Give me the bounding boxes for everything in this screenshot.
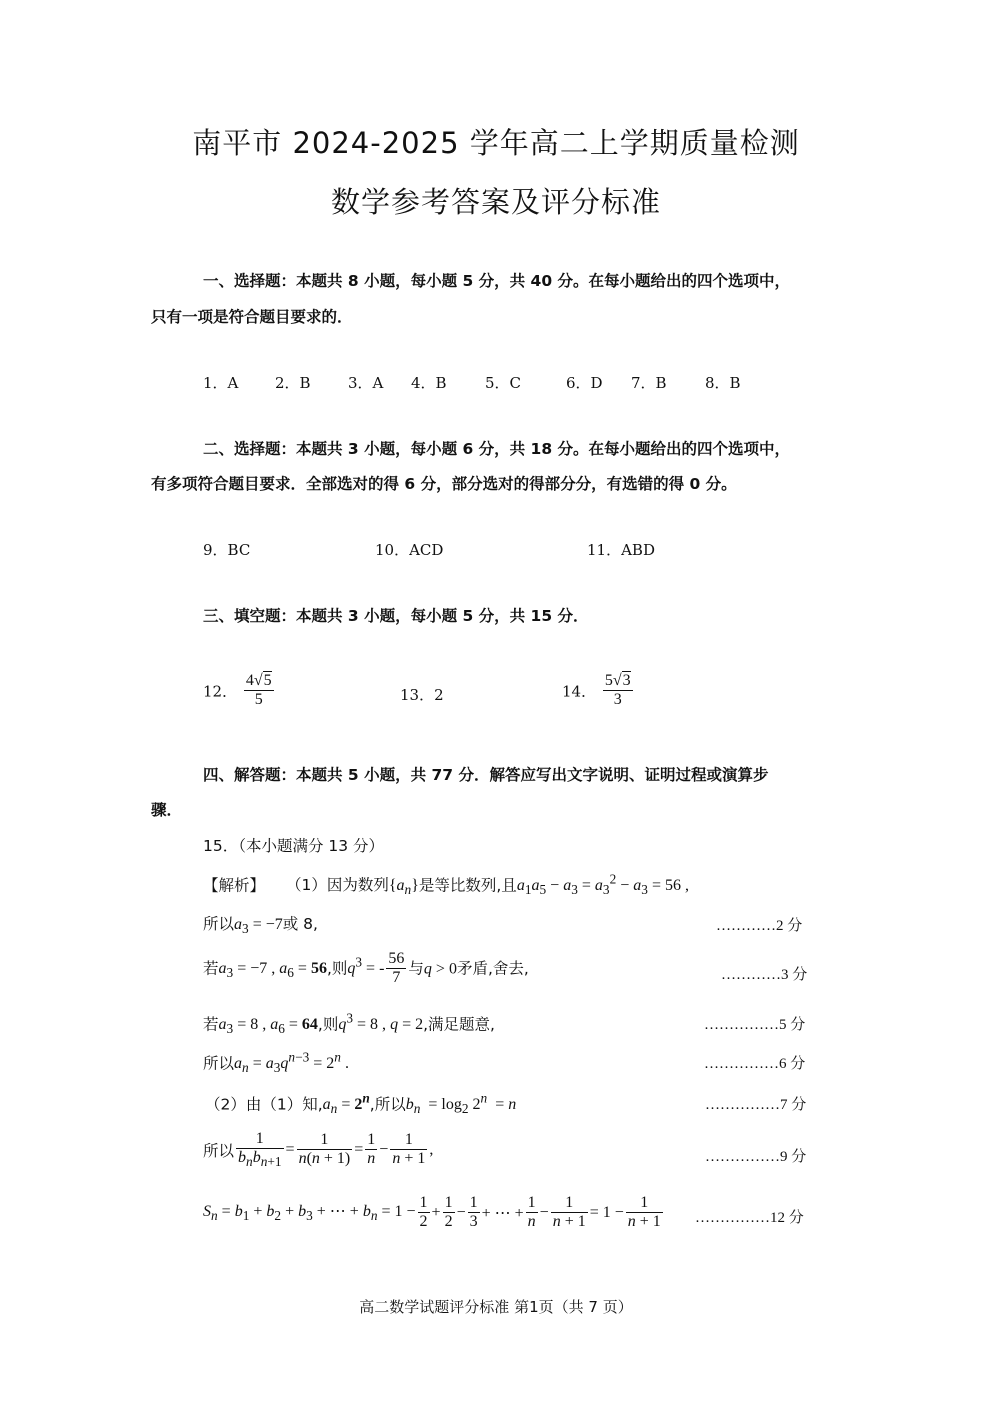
q15-step2 — [203, 912, 318, 937]
q15-step4 — [203, 1011, 495, 1038]
sn-frac-5: $\frac{1}{n + 1}$ — [552, 1194, 586, 1231]
formula-sn: $S_n = b_1 + b_2 + b_3$ + ⋯ + $b_n = 1$ − $\frac{1}{2}$ + $\frac{1}{2}$ − $\frac{1}{3}$ + ⋯ + $\frac{1}{n}$ − $\frac{1}{n + 1}$ = 1 − $\frac{1}{n + 1}$ — [203, 1194, 661, 1231]
answer-12-radicand: 5 — [263, 672, 272, 689]
formula-given: $a_1a_5 - a_3 = a_3^2 - a_3 = 56$ , — [516, 872, 689, 898]
sn-frac-2: $\frac{1}{2}$ — [444, 1194, 453, 1231]
answer-5: 5．C — [485, 374, 522, 392]
points-6: ……………6 分 — [704, 1056, 806, 1072]
q15-step3 — [203, 950, 529, 988]
q15-step5 — [203, 1050, 349, 1077]
q15-header: 15．（本小题满分 13 分） — [203, 837, 385, 855]
answer-1: 1．A — [203, 374, 239, 392]
step2-or: 或 8, — [282, 915, 318, 933]
part1-label: （1）因为数列 — [285, 876, 389, 895]
fraction-1-nn1: $\frac{1}{n(n + 1)}$ — [298, 1131, 351, 1168]
section2-heading-line2: 有多项符合题目要求．全部选对的得 6 分，部分选对的得部分分，有选错的得 0 分。 — [151, 475, 737, 493]
analysis-tag: 【解析】 — [203, 876, 266, 895]
answer-13: 13．2 — [400, 686, 444, 704]
answer-11: 11．ABD — [587, 541, 655, 559]
page-footer: 高二数学试题评分标准 第1页（共 7 页） — [359, 1298, 633, 1316]
page-title-line1: 南平市 2024-2025 学年高二上学期质量检测 — [192, 126, 800, 160]
formula-q-positive: q > 0 — [423, 960, 457, 978]
points-9: ……………9 分 — [705, 1149, 807, 1165]
answer-14-denominator: 3 — [613, 691, 622, 709]
formula-bn: $b_n = \log_2 2^n = n$ — [405, 1091, 517, 1117]
answer-12 — [203, 672, 276, 710]
points-7: ……………7 分 — [705, 1097, 807, 1113]
answer-7: 7．B — [631, 374, 667, 392]
answer-14-label: 14． — [562, 682, 597, 701]
step4-end: ,满足题意, — [423, 1015, 495, 1034]
formula-q3: $q^3$ = - — [347, 955, 385, 978]
sn-frac-4: $\frac{1}{n}$ — [527, 1194, 536, 1231]
formula-an: $a_n = a_3q^{n-3} = 2^n$ . — [234, 1050, 349, 1076]
fraction-1-bnbn1: $\frac{1}{b_nb_{n+1}}$ — [238, 1130, 282, 1170]
formula-seq-an: $\{a_n\}$ — [388, 877, 419, 898]
answer-9: 9．BC — [203, 541, 251, 559]
section4-heading-line1: 四、解答题：本题共 5 小题，共 77 分．解答应写出文字说明、证明过程或演算步 — [203, 766, 769, 784]
points-2: …………2 分 — [716, 918, 803, 934]
fraction-1-n1: $\frac{1}{n + 1}$ — [392, 1131, 426, 1168]
points-12: ……………12 分 — [695, 1210, 804, 1226]
step2-text: 所以 — [203, 915, 235, 933]
answer-12-coef: 4 — [245, 672, 254, 689]
answer-14-radicand: 3 — [622, 672, 631, 689]
answer-14-fraction: $\frac{5√3}{3}$ — [604, 672, 631, 709]
section1-heading-line2: 只有一项是符合题目要求的． — [151, 308, 353, 326]
answer-3: 3．A — [348, 374, 384, 392]
answer-12-label: 12． — [203, 682, 238, 701]
part2-text: （2）由（1）知, — [205, 1095, 323, 1114]
step4-if: 若 — [203, 1015, 219, 1034]
section3-heading: 三、填空题：本题共 3 小题，每小题 5 分，共 15 分． — [203, 607, 589, 625]
answer-14 — [562, 672, 635, 710]
sn-frac-1: $\frac{1}{2}$ — [419, 1194, 428, 1231]
answer-8: 8．B — [705, 374, 741, 392]
formula-a3: $a_3 = -7$ — [234, 916, 283, 937]
sn-frac-6: $\frac{1}{n + 1}$ — [627, 1194, 661, 1231]
section4-heading-line2: 骤． — [151, 801, 183, 819]
step4-then: ,则 — [317, 1015, 339, 1034]
answer-4: 4．B — [411, 374, 447, 392]
frac-num: 56 — [386, 950, 406, 969]
answer-12-fraction: $\frac{4√5}{5}$ — [245, 672, 272, 709]
formula-case1: $a_3 = -7$ , $a_6 = 56$ — [218, 960, 327, 981]
page-title-line2: 数学参考答案及评分标准 — [330, 185, 661, 219]
section1-heading-line1: 一、选择题：本题共 8 小题，每小题 5 分，共 40 分。在每小题给出的四个选项中， — [203, 272, 791, 290]
q15-step9: 所以 $\frac{1}{b_nb_{n+1}}$ = $\frac{1}{n(n + 1)}$ = $\frac{1}{n}$ − $\frac{1}{n + 1}$ , — [203, 1130, 434, 1170]
step3-end: 矛盾,舍去, — [456, 959, 529, 978]
answer-6: 6．D — [566, 374, 603, 392]
step3-with: 与 — [408, 959, 424, 978]
fraction-1-n: $\frac{1}{n}$ — [367, 1131, 376, 1168]
part2-so: ,所以 — [369, 1095, 406, 1114]
sn-frac-3: $\frac{1}{3}$ — [469, 1194, 478, 1231]
answer-12-denominator: 5 — [254, 691, 263, 709]
frac-den: 7 — [392, 969, 401, 987]
answer-2: 2．B — [275, 374, 311, 392]
fraction-56-7 — [386, 950, 406, 988]
points-3: …………3 分 — [721, 967, 808, 983]
step3-then: ,则 — [326, 959, 348, 978]
section2-heading-line1: 二、选择题：本题共 3 小题，每小题 6 分，共 18 分。在每小题给出的四个选项中， — [203, 440, 791, 458]
answer-10: 10．ACD — [375, 541, 444, 559]
formula-an-bold: $a_n = 2^n$ — [322, 1091, 370, 1117]
formula-case2: $a_3 = 8$ , $a_6 = 64$ — [218, 1016, 318, 1037]
formula-q-val: $q^3 = 8$ , q = 2 — [338, 1011, 424, 1034]
part1-text: 是等比数列,且 — [418, 876, 517, 895]
step9-text: 所以 — [203, 1141, 235, 1160]
step3-if: 若 — [203, 959, 219, 978]
answer-14-coef: 5 — [604, 672, 613, 689]
step5-text: 所以 — [203, 1054, 235, 1073]
points-5: ……………5 分 — [704, 1017, 806, 1033]
q15-part2 — [205, 1091, 516, 1118]
q15-part1 — [203, 872, 689, 899]
